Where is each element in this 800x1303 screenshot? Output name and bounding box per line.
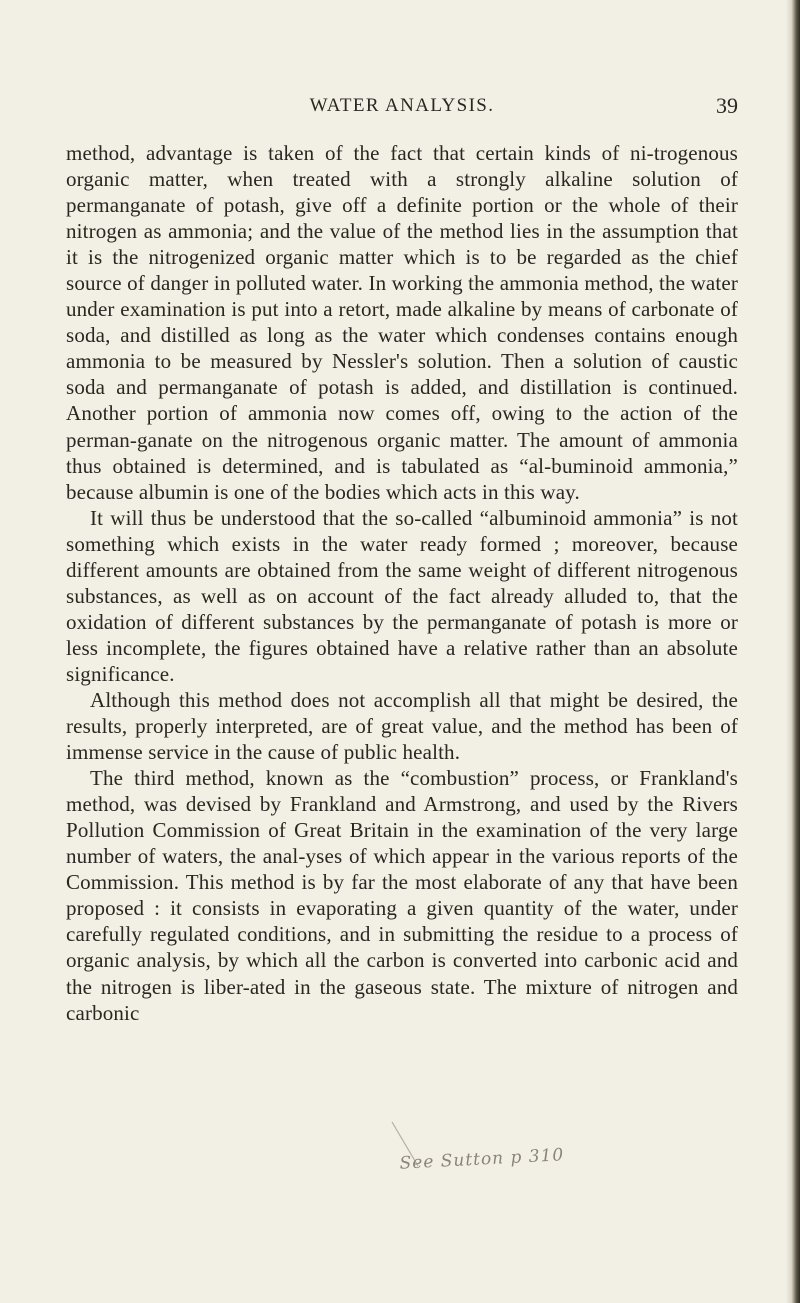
paragraph-3: Although this method does not accomplish all that might be desired, the results, properly interpreted, are of great value, and the method has been of immense service in the cause of public health. (66, 687, 738, 765)
page-header (66, 88, 738, 124)
paragraph-4: The third method, known as the “combustion” process, or Frankland's method, was devised by Frankland and Armstrong, and used by the Rivers Pollution Commission of Great Britain in the examination of the very large number of waters, the anal-yses of which appear in the various reports of the Commission. This method is by far the most elaborate of any that have been proposed : it consists in evaporating a given quantity of the water, under carefully regulated conditions, and in submitting the residue to a process of organic analysis, by which all the carbon is converted into carbonic acid and the nitrogen is liber-ated in the gaseous state. The mixture of nitrogen and carbonic (66, 766, 738, 1025)
paragraph-1: method, advantage is taken of the fact that certain kinds of ni-trogenous organic matter, when treated with a strongly alkaline solution of permanganate of potash, give off a definite portion or the whole of their nitrogen as ammonia; and the value of the method lies in the assumption that it is the nitrogenized organic matter which is to be regarded as the chief source of danger in polluted water. In working the ammonia method, the water under examination is put into a retort, made alkaline by means of carbonate of soda, and distilled as long as the water which condenses contains enough ammonia to be measured by Nessler's solution. Then a solution of caustic soda and permanganate of potash is added, and distillation is continued. Another portion of ammonia now comes off, owing to the action of the perman-ganate on the nitrogenous organic matter. The amount of ammonia thus obtained is determined, and is tabulated as “al-buminoid ammonia,” because albumin is one of the bodies which acts in this way. (66, 141, 738, 504)
page-edge-shadow (786, 0, 800, 1303)
paragraph-2: It will thus be understood that the so-called “albuminoid ammonia” is not something which exists in the water ready formed ; moreover, because different amounts are obtained from the same weight of different nitrogenous substances, as well as on account of the fact already alluded to, that the oxidation of different substances by the permanganate of potash is more or less incomplete, the figures obtained have a relative rather than an absolute significance. (66, 505, 738, 686)
running-head: WATER ANALYSIS. (309, 95, 495, 116)
body-text (66, 140, 738, 1026)
page-number: 39 (716, 93, 738, 118)
handwritten-note: See Sutton p 310 (399, 1145, 565, 1174)
